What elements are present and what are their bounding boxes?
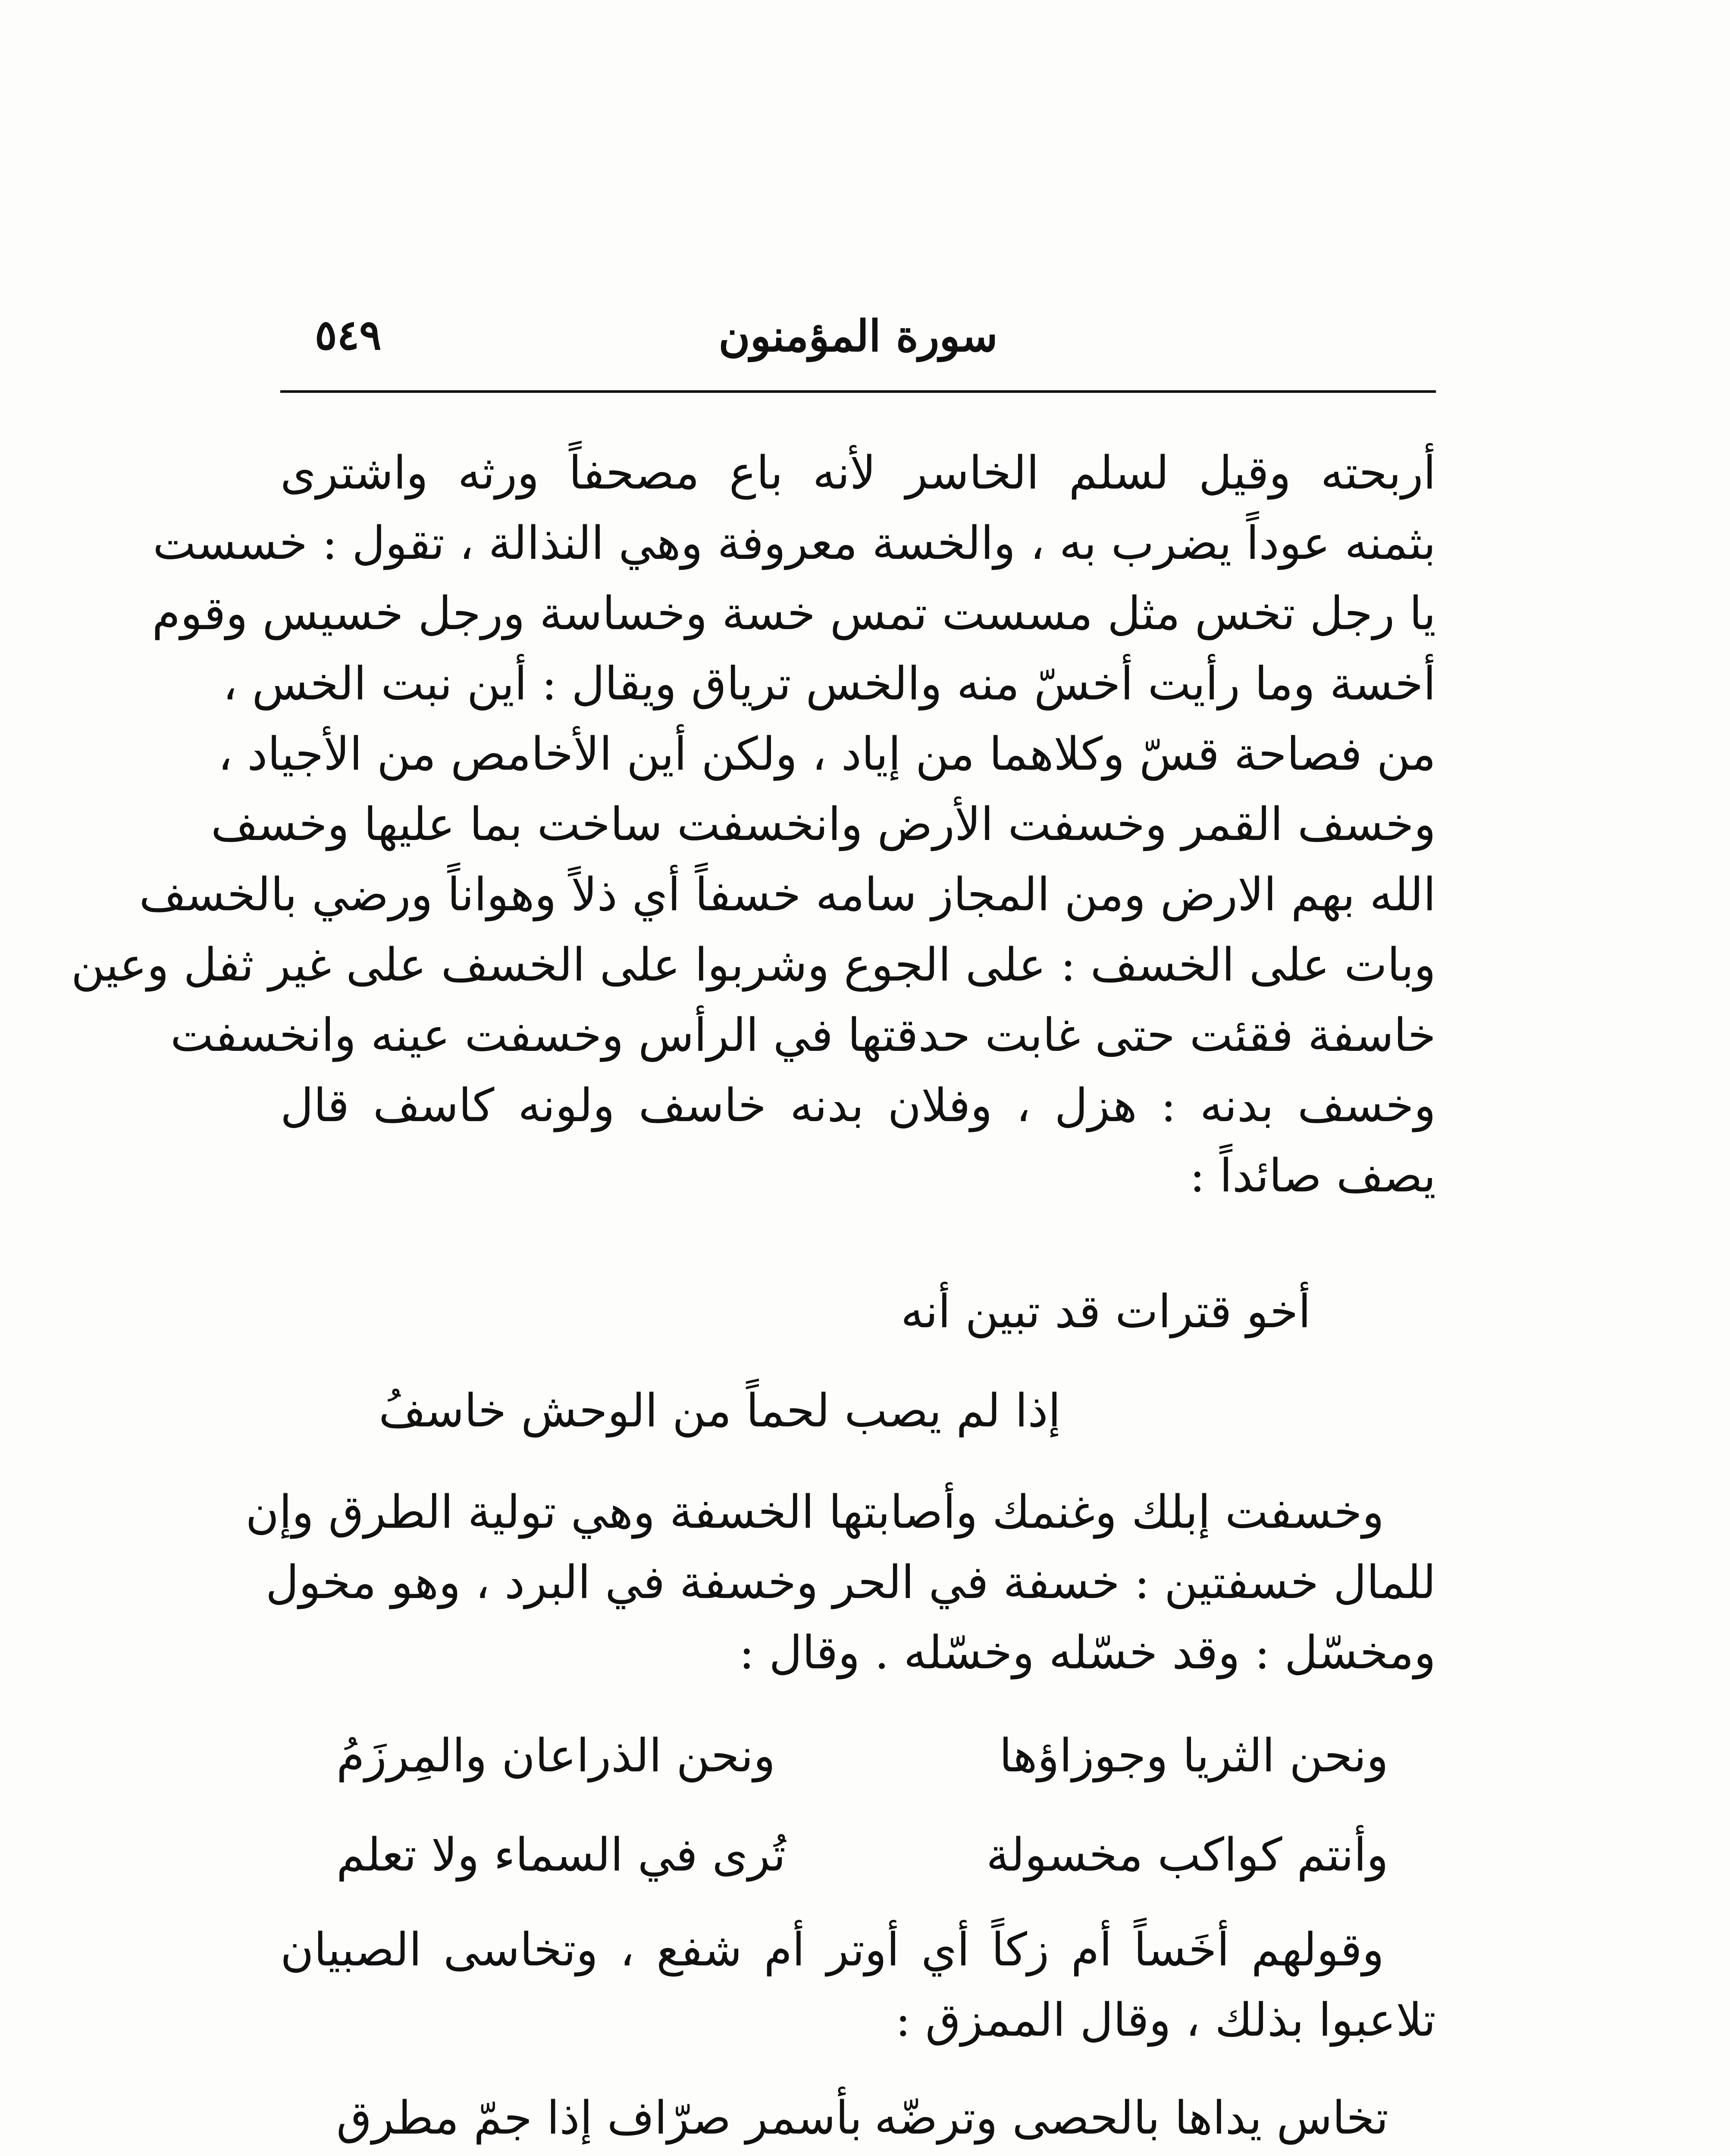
hemistich: تُرى في السماء ولا تعلم (336, 1828, 786, 1881)
page-header (280, 302, 1436, 384)
text-line: أخسة وما رأيت أخسّ منه والخس ترياق ويقال : أين نبت الخس ، (223, 657, 1436, 710)
poem-1 (280, 1276, 1436, 1347)
hemistich: تخاس يداها بالحصى وترضّه (874, 2091, 1388, 2144)
paragraph-2 (245, 1477, 1436, 1688)
text-line: من فصاحة قسّ وكلاهما من إياد ، ولكن أين الأخامص من الأجياد ، (218, 727, 1436, 780)
text-line: الله بهم الارض ومن المجاز سامه خسفاً أي ذلاً وهواناً ورضي بالخسف (139, 868, 1436, 921)
surah-title: سورة المؤمنون (718, 310, 998, 361)
poem-2 (336, 1720, 1388, 1890)
hemistich: ونحن الثريا وجوزاؤها (999, 1729, 1388, 1782)
verse-line: أخو قترات قد تبين أنه (900, 1285, 1311, 1338)
couplet (336, 1720, 1388, 1791)
couplet (336, 1820, 1388, 1890)
text-line: وخسفت إبلك وغنمك وأصابتها الخسفة وهي تولية الطرق وإن (245, 1485, 1384, 1539)
poem-3 (336, 2083, 1388, 2153)
text-line: للمال خسفتين : خسفة في الحر وخسفة في البرد ، وهو مخول (265, 1556, 1436, 1609)
text-line: أربحته وقيل لسلم الخاسر لأنه باع مصحفاً ورثه واشترى (280, 446, 1436, 499)
text-line: يا رجل تخس مثل مسست تمس خسة وخساسة ورجل خسيس وقوم (152, 587, 1436, 640)
text-line: وقولهم أخَساً أم زكاً أي أوتر أم شفع ، وتخاسى الصبيان (280, 1923, 1384, 1976)
hemistich: ونحن الذراعان والمِرزَمُ (336, 1729, 776, 1782)
paragraph-1 (71, 438, 1436, 1211)
text-line: تلاعبوا بذلك ، وقال الممزق : (895, 1993, 1436, 2046)
hemistich: بأسمر صرّاف إذا جمّ مطرق (336, 2091, 862, 2144)
text-line: ومخسّل : وقد خسّله وخسّله . وقال : (739, 1626, 1436, 1679)
text-line: وخسف بدنه : هزل ، وفلان بدنه خاسف ولونه كاسف قال (280, 1079, 1436, 1132)
couplet (336, 2083, 1388, 2153)
text-line: خاسفة فقئت حتى غابت حدقتها في الرأس وخسفت عينه وانخسفت (170, 1009, 1436, 1062)
text-line: وبات على الخسف : على الجوع وشربوا على الخسف على غير ثفل وعين (71, 938, 1436, 991)
hemistich: وأنتم كواكب مخسولة (986, 1828, 1388, 1881)
poem-1-second (280, 1376, 1436, 1446)
text-line: وخسف القمر وخسفت الأرض وانخسفت ساخت بما عليها وخسف (210, 798, 1436, 851)
paragraph-3 (280, 1915, 1436, 2055)
verse-line: إذا لم يصب لحماً من الوحش خاسفُ (379, 1384, 1061, 1437)
page-number: ٥٤٩ (315, 310, 382, 359)
header-rule (280, 390, 1436, 393)
text-line: يصف صائداً : (1189, 1149, 1436, 1202)
text-line: بثمنه عوداً يضرب به ، والخسة معروفة وهي النذالة ، تقول : خسست (153, 517, 1436, 570)
